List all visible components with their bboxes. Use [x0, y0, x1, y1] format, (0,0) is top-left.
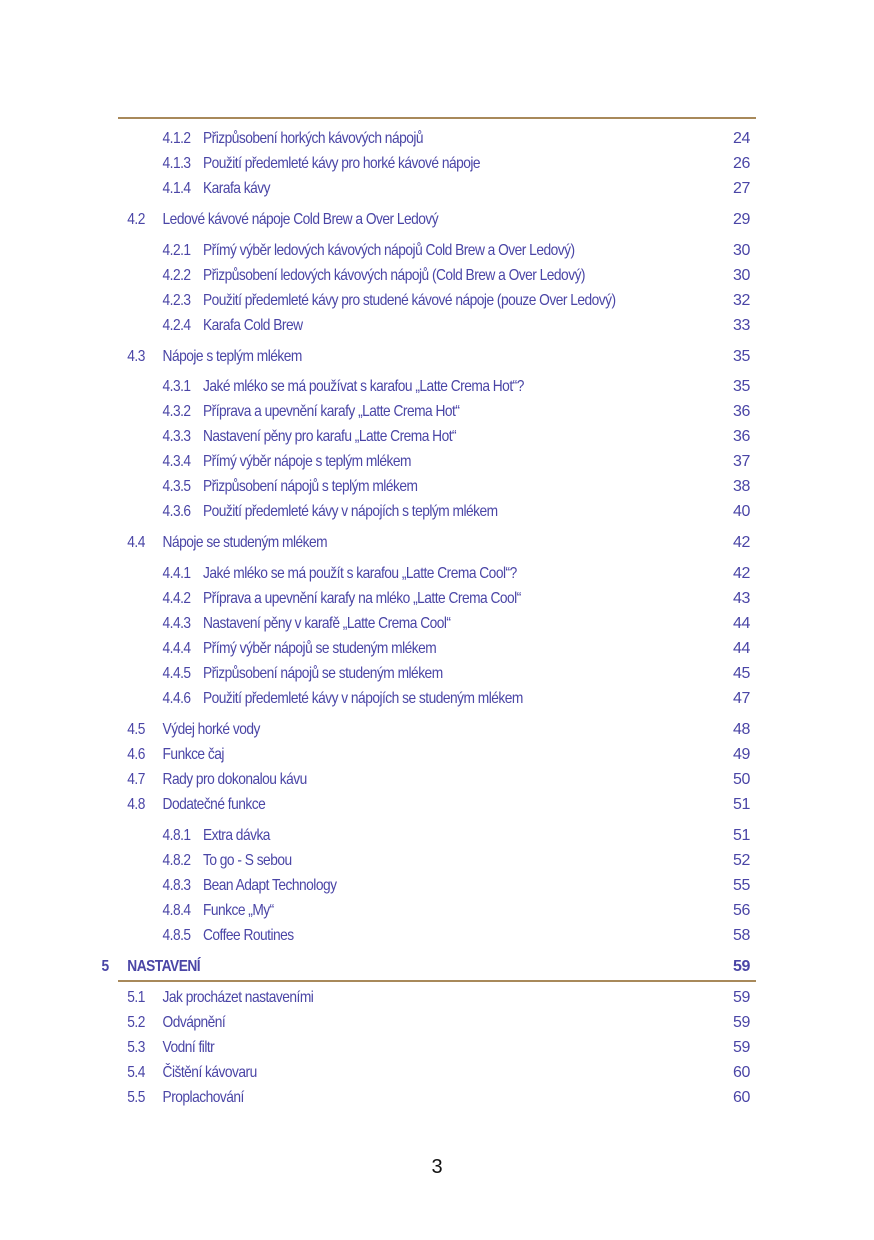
- toc-entry-page: 26: [733, 155, 750, 172]
- toc-entry-title: Nastavení pěny pro karafu „Latte Crema Hot“: [202, 428, 457, 445]
- toc-entry[interactable]: [0, 565, 752, 590]
- toc-entry[interactable]: [0, 155, 752, 180]
- toc-entry-page: 60: [733, 1064, 750, 1081]
- toc-entry-number: 4.2.3: [162, 292, 191, 309]
- toc-entry[interactable]: [0, 292, 752, 317]
- toc-entry[interactable]: [0, 690, 752, 715]
- toc-entry-page: 36: [733, 403, 750, 420]
- toc-entry-number: 4.4: [127, 534, 145, 551]
- toc-entry-page: 36: [733, 428, 750, 445]
- toc-entry-page: 59: [733, 1039, 750, 1056]
- toc-entry[interactable]: [0, 771, 752, 796]
- toc-entry[interactable]: [0, 1039, 752, 1064]
- toc-entry-number: 4.3.4: [162, 453, 191, 470]
- toc-entry-page: 30: [733, 242, 750, 259]
- toc-entry[interactable]: [0, 590, 752, 615]
- toc-entry-page: 51: [733, 827, 750, 844]
- toc-entry[interactable]: [0, 267, 752, 292]
- toc-entry-title: Rady pro dokonalou kávu: [162, 771, 307, 788]
- toc-entry-page: 40: [733, 503, 750, 520]
- toc-entry-title: Příprava a upevnění karafy „Latte Crema Hot“: [202, 403, 460, 420]
- toc-entry-number: 4.3.1: [162, 378, 191, 395]
- toc-entry-title: Použití předemleté kávy pro horké kávové nápoje: [202, 155, 481, 172]
- toc-entry-title: Přizpůsobení horkých kávových nápojů: [202, 130, 424, 147]
- toc-entry[interactable]: [0, 378, 752, 403]
- toc-entry-title: Jak procházet nastaveními: [162, 989, 314, 1006]
- toc-entry[interactable]: [0, 989, 752, 1014]
- toc-entry-number: 4.3: [127, 348, 145, 365]
- toc-entry-number: 4.4.6: [162, 690, 191, 707]
- toc-entry-page: 50: [733, 771, 750, 788]
- toc-entry-page: 49: [733, 746, 750, 763]
- toc-entry-number: 5.1: [127, 989, 145, 1006]
- toc-entry-number: 4.3.3: [162, 428, 191, 445]
- toc-entry-page: 44: [733, 640, 750, 657]
- toc-entry[interactable]: [0, 852, 752, 877]
- toc-entry-number: 4.4.3: [162, 615, 191, 632]
- toc-entry-number: 4.8.4: [162, 902, 191, 919]
- toc-entry-page: 29: [733, 211, 750, 228]
- toc-entry-page: 24: [733, 130, 750, 147]
- toc-entry[interactable]: [0, 453, 752, 478]
- toc-entry-title: Jaké mléko se má používat s karafou „Latte Crema Hot“?: [202, 378, 524, 395]
- toc-entry-number: 4.2.1: [162, 242, 191, 259]
- toc-entry-page: 32: [733, 292, 750, 309]
- toc-entry-title: Použití předemleté kávy pro studené kávové nápoje (pouze Over Ledový): [202, 292, 616, 309]
- toc-entry-title: Přizpůsobení ledových kávových nápojů (Cold Brew a Over Ledový): [202, 267, 586, 284]
- toc-entry-title: Dodatečné funkce: [162, 796, 266, 813]
- toc-entry[interactable]: [0, 1064, 752, 1089]
- toc-entry[interactable]: [0, 958, 752, 983]
- toc-entry[interactable]: [0, 242, 752, 267]
- toc-entry-page: 38: [733, 478, 750, 495]
- toc-entry[interactable]: [0, 478, 752, 503]
- toc-entry-page: 58: [733, 927, 750, 944]
- toc-entry-title: Vodní filtr: [162, 1039, 215, 1056]
- toc-entry[interactable]: [0, 902, 752, 927]
- toc-entry-title: Přímý výběr nápoje s teplým mlékem: [202, 453, 411, 470]
- toc-entry-number: 4.7: [127, 771, 145, 788]
- toc-entry-title: Použití předemleté kávy v nápojích s teplým mlékem: [202, 503, 498, 520]
- toc-entry-page: 47: [733, 690, 750, 707]
- toc-entry[interactable]: [0, 503, 752, 528]
- toc-entry-title: Extra dávka: [202, 827, 270, 844]
- toc-entry-number: 5.4: [127, 1064, 145, 1081]
- toc-entry-number: 4.4.1: [162, 565, 191, 582]
- toc-entry-number: 4.2.4: [162, 317, 191, 334]
- toc-entry-title: Přímý výběr nápojů se studeným mlékem: [202, 640, 437, 657]
- toc-entry-title: Coffee Routines: [202, 927, 294, 944]
- toc-entry[interactable]: [0, 348, 752, 373]
- toc-entry-number: 4.4.2: [162, 590, 191, 607]
- toc-entry[interactable]: [0, 796, 752, 821]
- toc-entry-title: Proplachování: [162, 1089, 244, 1106]
- toc-entry-number: 4.4.4: [162, 640, 191, 657]
- toc-entry[interactable]: [0, 130, 752, 155]
- toc-entry-number: 4.2: [127, 211, 145, 228]
- toc-entry[interactable]: [0, 403, 752, 428]
- toc-entry[interactable]: [0, 428, 752, 453]
- toc-entry-title: Jaké mléko se má použít s karafou „Latte Crema Cool“?: [202, 565, 517, 582]
- toc-entry-number: 4.3.6: [162, 503, 191, 520]
- toc-entry-page: 35: [733, 378, 750, 395]
- toc-entry-number: 4.6: [127, 746, 145, 763]
- toc-entry-page: 42: [733, 534, 750, 551]
- toc-entry[interactable]: [0, 1014, 752, 1039]
- toc-entry-number: 4.8.2: [162, 852, 191, 869]
- toc-entry-number: 4.8.3: [162, 877, 191, 894]
- toc-entry[interactable]: [0, 615, 752, 640]
- toc-entry-title: Bean Adapt Technology: [202, 877, 337, 894]
- toc-entry-title: Funkce „My“: [202, 902, 274, 919]
- toc-entry[interactable]: [0, 827, 752, 852]
- toc-entry-title: Karafa kávy: [202, 180, 270, 197]
- toc-entry-number: 4.1.2: [162, 130, 191, 147]
- toc-entry-number: 4.1.3: [162, 155, 191, 172]
- toc-entry-number: 4.5: [127, 721, 145, 738]
- toc-entry[interactable]: [0, 721, 752, 746]
- toc-entry[interactable]: [0, 1089, 752, 1114]
- toc-entry-title: Funkce čaj: [162, 746, 224, 763]
- toc-entry-page: 42: [733, 565, 750, 582]
- toc-entry-number: 4.4.5: [162, 665, 191, 682]
- toc-entry-number: 5.2: [127, 1014, 145, 1031]
- top-rule: [118, 117, 756, 119]
- toc-entry-page: 43: [733, 590, 750, 607]
- toc-entry[interactable]: [0, 927, 752, 952]
- toc-entry-number: 5.3: [127, 1039, 145, 1056]
- toc-entry-page: 55: [733, 877, 750, 894]
- toc-entry[interactable]: [0, 534, 752, 559]
- toc-entry-page: 44: [733, 615, 750, 632]
- toc-entry[interactable]: [0, 317, 752, 342]
- toc-entry-title: Přizpůsobení nápojů se studeným mlékem: [202, 665, 443, 682]
- toc-entry-number: 5: [101, 958, 109, 975]
- toc-entry-title: Ledové kávové nápoje Cold Brew a Over Ledový: [162, 211, 439, 228]
- toc-entry-number: 4.3.5: [162, 478, 191, 495]
- toc-entry-title: Nastavení pěny v karafě „Latte Crema Cool“: [202, 615, 451, 632]
- toc-entry-page: 37: [733, 453, 750, 470]
- page-number: 3: [431, 1156, 443, 1178]
- toc-entry-number: 4.1.4: [162, 180, 191, 197]
- toc-entry-title: Karafa Cold Brew: [202, 317, 303, 334]
- toc-entry-number: 4.2.2: [162, 267, 191, 284]
- toc-entry-page: 60: [733, 1089, 750, 1106]
- toc-entry-number: 4.8.5: [162, 927, 191, 944]
- toc-entry-title: Použití předemleté kávy v nápojích se studeným mlékem: [202, 690, 523, 707]
- toc-entry-title: Nápoje s teplým mlékem: [162, 348, 302, 365]
- toc-entry-title: To go - S sebou: [202, 852, 292, 869]
- toc-entry-page: 59: [733, 989, 750, 1006]
- toc-entry-number: 4.8: [127, 796, 145, 813]
- toc-entry[interactable]: [0, 746, 752, 771]
- toc-entry-title: Odvápnění: [162, 1014, 226, 1031]
- toc-entry-title: Příprava a upevnění karafy na mléko „Latte Crema Cool“: [202, 590, 521, 607]
- toc-entry-page: 59: [733, 958, 750, 975]
- toc-entry[interactable]: [0, 877, 752, 902]
- toc-entry-page: 27: [733, 180, 750, 197]
- toc-entry-title: Čištění kávovaru: [162, 1064, 257, 1081]
- toc-entry-page: 56: [733, 902, 750, 919]
- toc-entry-title: NASTAVENÍ: [127, 958, 201, 975]
- toc-entry-title: Nápoje se studeným mlékem: [162, 534, 328, 551]
- toc-entry[interactable]: [0, 665, 752, 690]
- toc-entry-page: 51: [733, 796, 750, 813]
- toc-entry-number: 5.5: [127, 1089, 145, 1106]
- toc-entry-title: Přímý výběr ledových kávových nápojů Cold Brew a Over Ledový): [202, 242, 575, 259]
- toc-entry-title: Výdej horké vody: [162, 721, 260, 738]
- toc-entry-page: 35: [733, 348, 750, 365]
- toc-entry[interactable]: [0, 180, 752, 205]
- toc-entry-page: 48: [733, 721, 750, 738]
- toc-entry-page: 59: [733, 1014, 750, 1031]
- toc-entry-title: Přizpůsobení nápojů s teplým mlékem: [202, 478, 418, 495]
- toc-entry[interactable]: [0, 211, 752, 236]
- toc-entry[interactable]: [0, 640, 752, 665]
- toc-entry-number: 4.3.2: [162, 403, 191, 420]
- toc-entry-page: 30: [733, 267, 750, 284]
- toc-entry-page: 52: [733, 852, 750, 869]
- toc-entry-number: 4.8.1: [162, 827, 191, 844]
- toc-entry-page: 45: [733, 665, 750, 682]
- toc-entry-page: 33: [733, 317, 750, 334]
